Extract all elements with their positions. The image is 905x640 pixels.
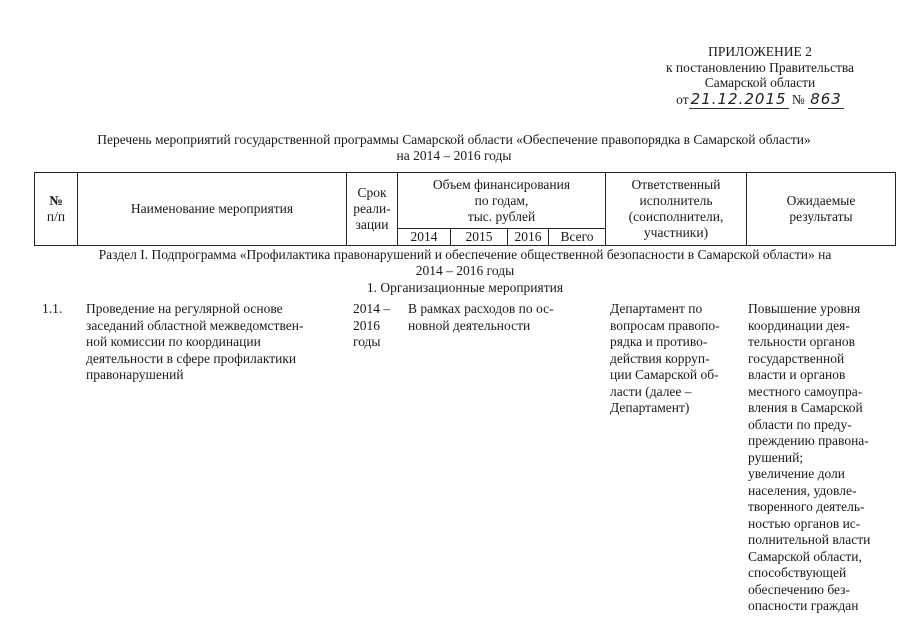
header-results: Ожидаемые результаты <box>747 173 896 246</box>
handwritten-number: 863 <box>810 89 842 108</box>
section-line2: 2014 – 2016 годы <box>415 263 515 278</box>
header-num: № п/п <box>35 173 78 246</box>
row-executor: Департамент по вопросам правопо- рядка и противо- действия корруп- ции Самарской об- ласти (далее – Департамент) <box>610 301 720 415</box>
section-heading <box>34 247 896 279</box>
appendix-date-line <box>640 89 880 108</box>
header-year-2016: 2016 <box>508 229 549 246</box>
row-results: Повышение уровня координации дея- тельности органов государственной власти и органов местного самоупра- вления в Самарской области по преду- преждению правона- рушений; увеличение доли населения, удовле- творенного деятель- ностью органов ис- полнительной власти Самарской области, способствующей обеспечению без- опасности граждан <box>748 301 871 613</box>
appendix-title: ПРИЛОЖЕНИЕ 2 <box>708 44 812 59</box>
row-name: Проведение на регулярной основе заседаний областной межведомствен- ной комиссии по координации деятельности в сфере профилактики правонарушений <box>86 301 304 382</box>
date-prefix: от <box>676 91 689 107</box>
header-executor: Ответственный исполнитель (соисполнители, участники) <box>606 173 747 246</box>
section-line1: Раздел I. Подпрограмма «Профилактика правонарушений и обеспечение общественной безопасности в Самарской области» на <box>98 247 832 262</box>
header-year-2015: 2015 <box>451 229 508 246</box>
appendix-block <box>640 44 880 107</box>
header-term: Срок реали- зации <box>347 173 398 246</box>
number-prefix: № <box>791 91 805 107</box>
row-term: 2014 – 2016 годы <box>353 301 391 349</box>
header-name: Наименование мероприятия <box>78 173 347 246</box>
handwritten-date: 21.12.2015 <box>690 89 787 108</box>
header-year-2014: 2014 <box>398 229 451 246</box>
document-title <box>20 132 888 164</box>
document-title-line2: на 2014 – 2016 годы <box>396 148 512 163</box>
table-header <box>34 172 896 246</box>
subsection-heading: 1. Организационные мероприятия <box>366 280 564 295</box>
row-funding: В рамках расходов по ос- новной деятельности <box>408 301 554 333</box>
header-total: Всего <box>549 229 606 246</box>
appendix-line1: к постановлению Правительства <box>665 59 855 75</box>
header-funding: Объем финансирования по годам, тыс. рублей <box>398 173 606 229</box>
appendix-line2: Самарской области <box>704 75 816 90</box>
document-title-line1: Перечень мероприятий государственной программы Самарской области «Обеспечение правопорядка в Самарской области» <box>97 132 811 147</box>
row-number: 1.1. <box>42 301 63 316</box>
